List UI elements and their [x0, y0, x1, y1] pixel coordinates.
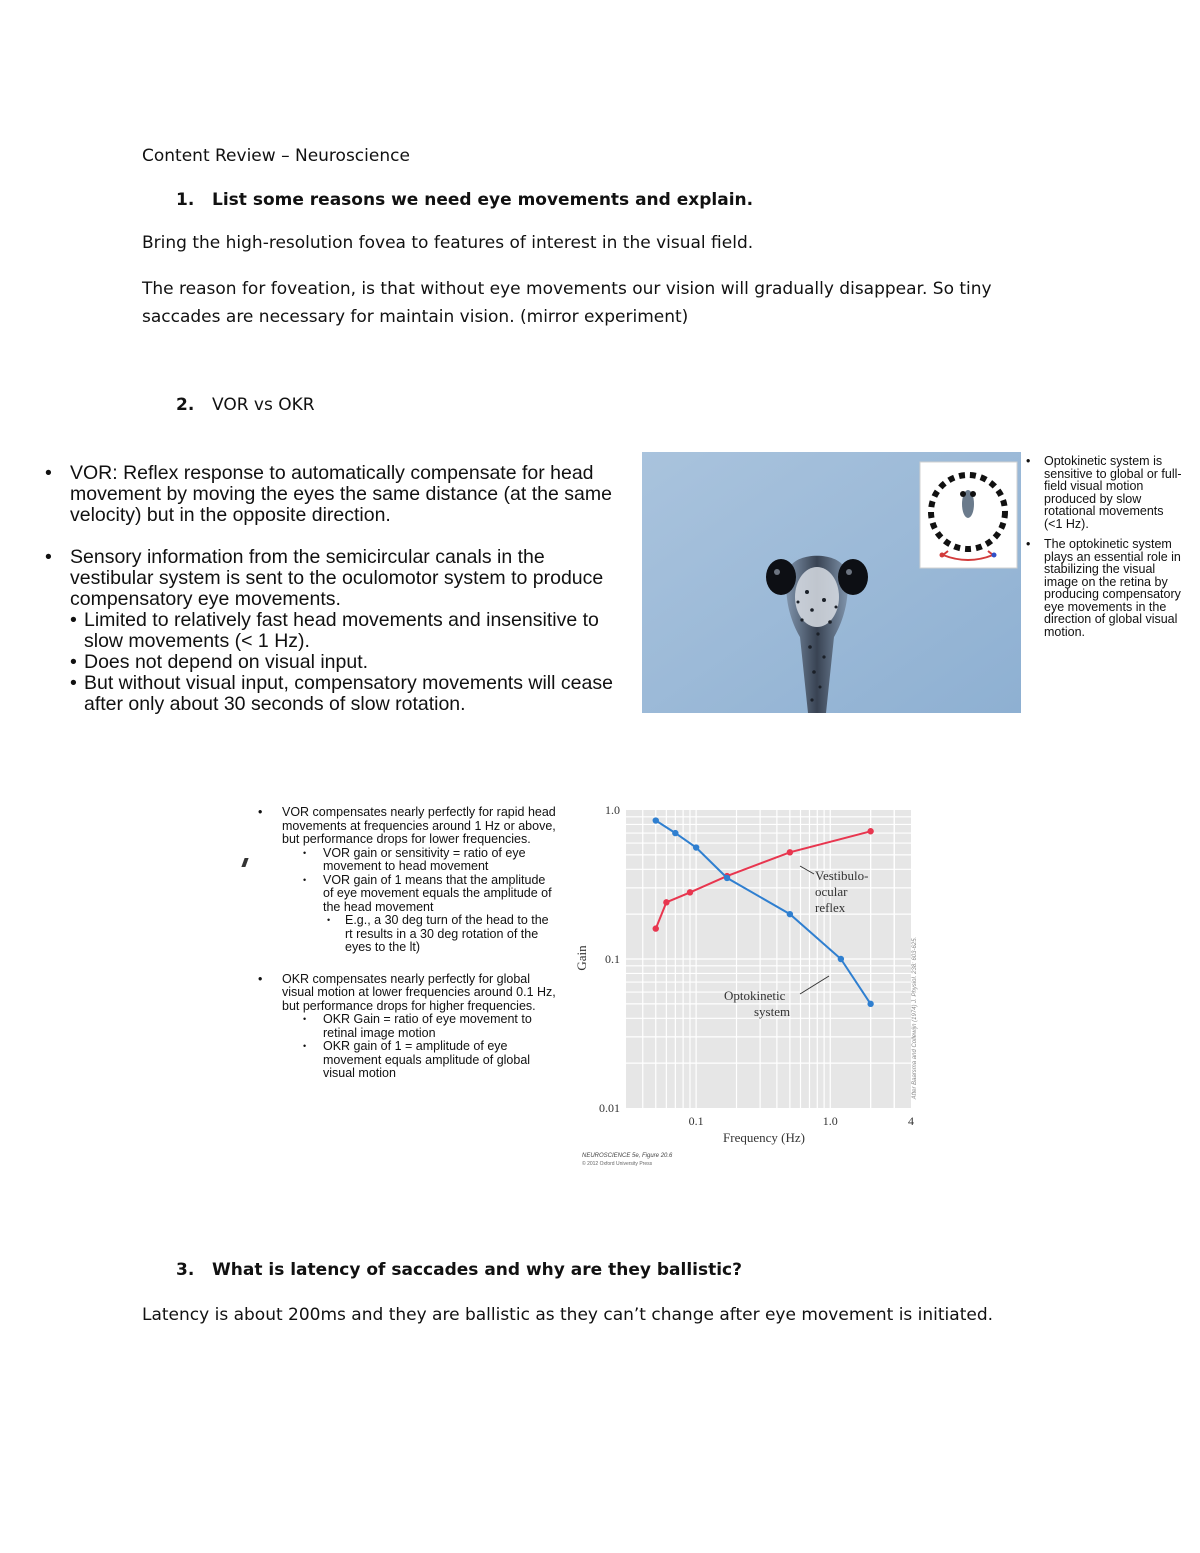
x-axis-label: Frequency (Hz): [723, 1130, 805, 1145]
vor-sub-bullet-2: • Does not depend on visual input.: [38, 652, 628, 673]
vor-annotation-line-2: ocular: [815, 884, 848, 899]
question-2: [176, 395, 315, 415]
zebrafish-illustration: [642, 452, 1021, 713]
question-number: 1.: [176, 190, 195, 210]
figure-source-credit: After Baarsma and Collewijn (1974) J. Physiol. 238: 603-625.: [912, 936, 918, 1100]
okr-annotation-line-1: Optokinetic: [724, 988, 786, 1003]
vor-gain-bullet: • VOR compensates nearly perfectly for rapid head movements at frequencies around 1 Hz or above, but performance drops for lower frequencies.: [256, 806, 556, 847]
question-number: 2.: [176, 395, 195, 415]
okr-gain-bullet: • OKR compensates nearly perfectly for global visual motion at lower frequencies around 0.1 Hz, but performance drops for higher frequencies.: [256, 973, 556, 1014]
okr-data-point: [693, 844, 699, 850]
y-tick-label: 0.01: [599, 1101, 620, 1115]
answer-1-paragraph-2-line-1: The reason for foveation, is that without eye movements our vision will gradually disappear. So tiny: [142, 279, 992, 299]
vor-slide-text: [38, 463, 628, 715]
okr-gain-sub-2: • OKR gain of 1 = amplitude of eye movement equals amplitude of global visual motion: [256, 1040, 556, 1081]
okr-annotation-line-2: system: [754, 1004, 791, 1019]
answer-1-paragraph-2-line-2: saccades are necessary for maintain vision. (mirror experiment): [142, 307, 689, 327]
vor-data-point: [653, 925, 659, 931]
vor-gain-sub-2: • VOR gain of 1 means that the amplitude of eye movement equals the amplitude of the head movement: [256, 874, 556, 915]
question-text: List some reasons we need eye movements and explain.: [212, 190, 754, 210]
figure-credit-line-1: NEUROSCIENCE 5e, Figure 20.6: [582, 1153, 673, 1159]
okr-data-point: [653, 817, 659, 823]
vor-data-point: [663, 899, 669, 905]
x-tick-label: 4: [908, 1114, 914, 1128]
gain-slide-text: [256, 806, 556, 1081]
cursor-mark: [241, 858, 248, 867]
vor-annotation-line-1: Vestibulo-: [815, 868, 869, 883]
vor-sub-bullet-3: • But without visual input, compensatory movements will cease after only about 30 seconds of slow rotation.: [38, 673, 628, 715]
y-tick-label: 1.0: [605, 803, 620, 817]
okr-data-point: [838, 956, 844, 962]
question-1: [176, 190, 753, 210]
okr-bullet-2: • The optokinetic system plays an essential role in stabilizing the visual image on the retina by producing compensatory eye movements in the direction of global visual motion.: [1022, 538, 1182, 638]
vor-gain-sub-1: • VOR gain or sensitivity = ratio of eye movement to head movement: [256, 847, 556, 874]
question-text: What is latency of saccades and why are they ballistic?: [212, 1260, 742, 1280]
question-text: VOR vs OKR: [212, 395, 315, 415]
x-tick-label: 0.1: [688, 1114, 704, 1128]
okr-bullet-1: • Optokinetic system is sensitive to global or full-field visual motion produced by slow rotational movements (<1 Hz).: [1022, 455, 1182, 530]
vor-annotation-line-3: reflex: [815, 900, 846, 915]
vor-bullet-2: • Sensory information from the semicircular canals in the vestibular system is sent to the oculomotor system to produce compensatory eye movements.: [38, 547, 628, 610]
okr-data-point: [787, 911, 793, 917]
okr-slide-text: [1022, 455, 1182, 646]
chart-grid: [626, 810, 911, 1108]
y-tick-label: 0.1: [605, 952, 620, 966]
question-number: 3.: [176, 1260, 195, 1280]
vor-data-point: [787, 849, 793, 855]
figure-credit-line-2: © 2012 Oxford University Press: [582, 1161, 653, 1167]
answer-1-paragraph-1: Bring the high-resolution fovea to features of interest in the visual field.: [142, 233, 754, 253]
vor-data-point: [867, 828, 873, 834]
zebrafish-larva-photo: [642, 452, 1021, 713]
y-axis-label: Gain: [574, 945, 589, 971]
okr-data-point: [867, 1001, 873, 1007]
gain-frequency-chart: [574, 800, 923, 1175]
okr-data-point: [672, 830, 678, 836]
vor-data-point: [687, 889, 693, 895]
x-tick-label: 1.0: [822, 1114, 838, 1128]
okr-data-point: [724, 875, 730, 881]
vor-sub-bullet-1: • Limited to relatively fast head movements and insensitive to slow movements (< 1 Hz).: [38, 610, 628, 652]
doc-title: Content Review – Neuroscience: [142, 146, 410, 166]
answer-3: Latency is about 200ms and they are ballistic as they can’t change after eye movement is initiated.: [142, 1305, 994, 1325]
okr-gain-sub-1: • OKR Gain = ratio of eye movement to retinal image motion: [256, 1013, 556, 1040]
vor-bullet-1: • VOR: Reflex response to automatically compensate for head movement by moving the eyes the same distance (at the same velocity) but in the opposite direction.: [38, 463, 628, 526]
question-3: [176, 1260, 742, 1280]
vor-gain-sub-3: • E.g., a 30 deg turn of the head to the rt results in a 30 deg rotation of the eyes to the lt): [256, 914, 556, 955]
